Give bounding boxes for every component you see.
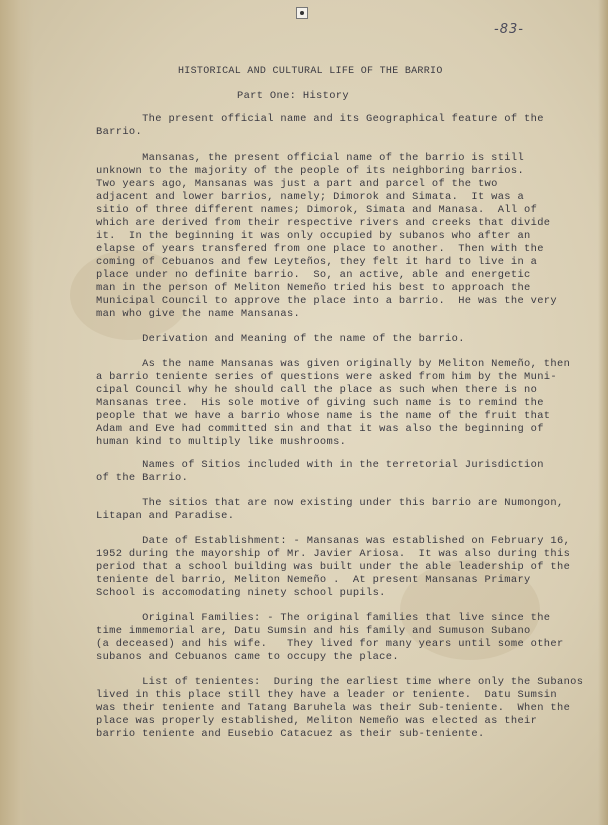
text-line: coming of Cebuanos and few Leyteños, they felt it hard to live in a: [96, 256, 538, 268]
text-line: Mansanas tree. His sole motive of giving such name is to remind the: [96, 397, 544, 409]
text-line: a barrio teniente series of questions were asked from him by the Muni-: [96, 371, 557, 383]
text-line: The present official name and its Geographical feature of the: [96, 113, 544, 125]
text-line: sitio of three different names; Dimorok, Simata and Manasa. All of: [96, 204, 538, 216]
text-line: place under no definite barrio. So, an active, able and energetic: [96, 269, 531, 281]
text-line: unknown to the majority of the people of its neighboring barrios.: [96, 165, 525, 177]
text-line: subanos and Cebuanos came to occupy the place.: [96, 651, 399, 663]
text-line: teniente del barrio, Meliton Nemeño . At present Mansanas Primary: [96, 574, 531, 586]
text-line: adjacent and lower barrios, namely; Dimorok and Simata. It was a: [96, 191, 525, 203]
text-line: Original Families: - The original families that live since the: [96, 612, 551, 624]
text-line: (a deceased) and his wife. They lived for many years until some other: [96, 638, 564, 650]
text-line: man who give the name Mansanas.: [96, 308, 301, 320]
text-line: people that we have a barrio whose name is the name of the fruit that: [96, 410, 551, 422]
page-left-edge-shadow: [0, 0, 34, 825]
section-heading: Part One: History: [237, 90, 349, 102]
text-line: man in the person of Meliton Nemeño tried his best to approach the: [96, 282, 531, 294]
text-line: The sitios that are now existing under this barrio are Numongon,: [96, 497, 564, 509]
text-line: it. In the beginning it was only occupied by subanos who after an: [96, 230, 531, 242]
text-line: lived in this place still they have a leader or teniente. Datu Sumsin: [96, 689, 557, 701]
text-line: elapse of years transfered from one place to another. Then with the: [96, 243, 544, 255]
text-line: Adam and Eve had committed sin and that it was also the beginning of: [96, 423, 544, 435]
text-line: 1952 during the mayorship of Mr. Javier Ariosa. It was also during this: [96, 548, 571, 560]
text-line: was their teniente and Tatang Baruhela was their Sub-teniente. When the: [96, 702, 571, 714]
text-line: Derivation and Meaning of the name of the barrio.: [96, 333, 465, 345]
text-line: place was properly established, Meliton Nemeño was elected as their: [96, 715, 538, 727]
document-title: HISTORICAL AND CULTURAL LIFE OF THE BARRIO: [178, 66, 443, 77]
text-line: Two years ago, Mansanas was just a part and parcel of the two: [96, 178, 498, 190]
text-line: barrio teniente and Eusebio Catacuez as their sub-teniente.: [96, 728, 485, 740]
text-line: Date of Establishment: - Mansanas was established on February 16,: [96, 535, 571, 547]
text-line: which are derived from their respective rivers and creeks that divide: [96, 217, 551, 229]
text-line: Municipal Council to approve the place into a barrio. He was the very: [96, 295, 557, 307]
text-line: Names of Sitios included with in the terretorial Jurisdiction: [96, 459, 544, 471]
text-line: cipal Council why he should call the place as such when there is no: [96, 384, 538, 396]
text-line: School is accomodating ninety school pupils.: [96, 587, 386, 599]
text-line: Barrio.: [96, 126, 143, 138]
punch-hole-icon: [296, 7, 308, 19]
text-line: human kind to multiply like mushrooms.: [96, 436, 347, 448]
text-line: period that a school building was built under the able leadership of the: [96, 561, 571, 573]
text-line: List of tenientes: During the earliest time where only the Subanos: [96, 676, 584, 688]
page-number: -83-: [494, 22, 524, 37]
page-right-edge-shadow: [598, 0, 608, 825]
text-line: of the Barrio.: [96, 472, 189, 484]
text-line: Mansanas, the present official name of the barrio is still: [96, 152, 525, 164]
text-line: As the name Mansanas was given originally by Meliton Nemeño, then: [96, 358, 571, 370]
text-line: Litapan and Paradise.: [96, 510, 235, 522]
text-line: time immemorial are, Datu Sumsin and his family and Sumuson Subano: [96, 625, 531, 637]
